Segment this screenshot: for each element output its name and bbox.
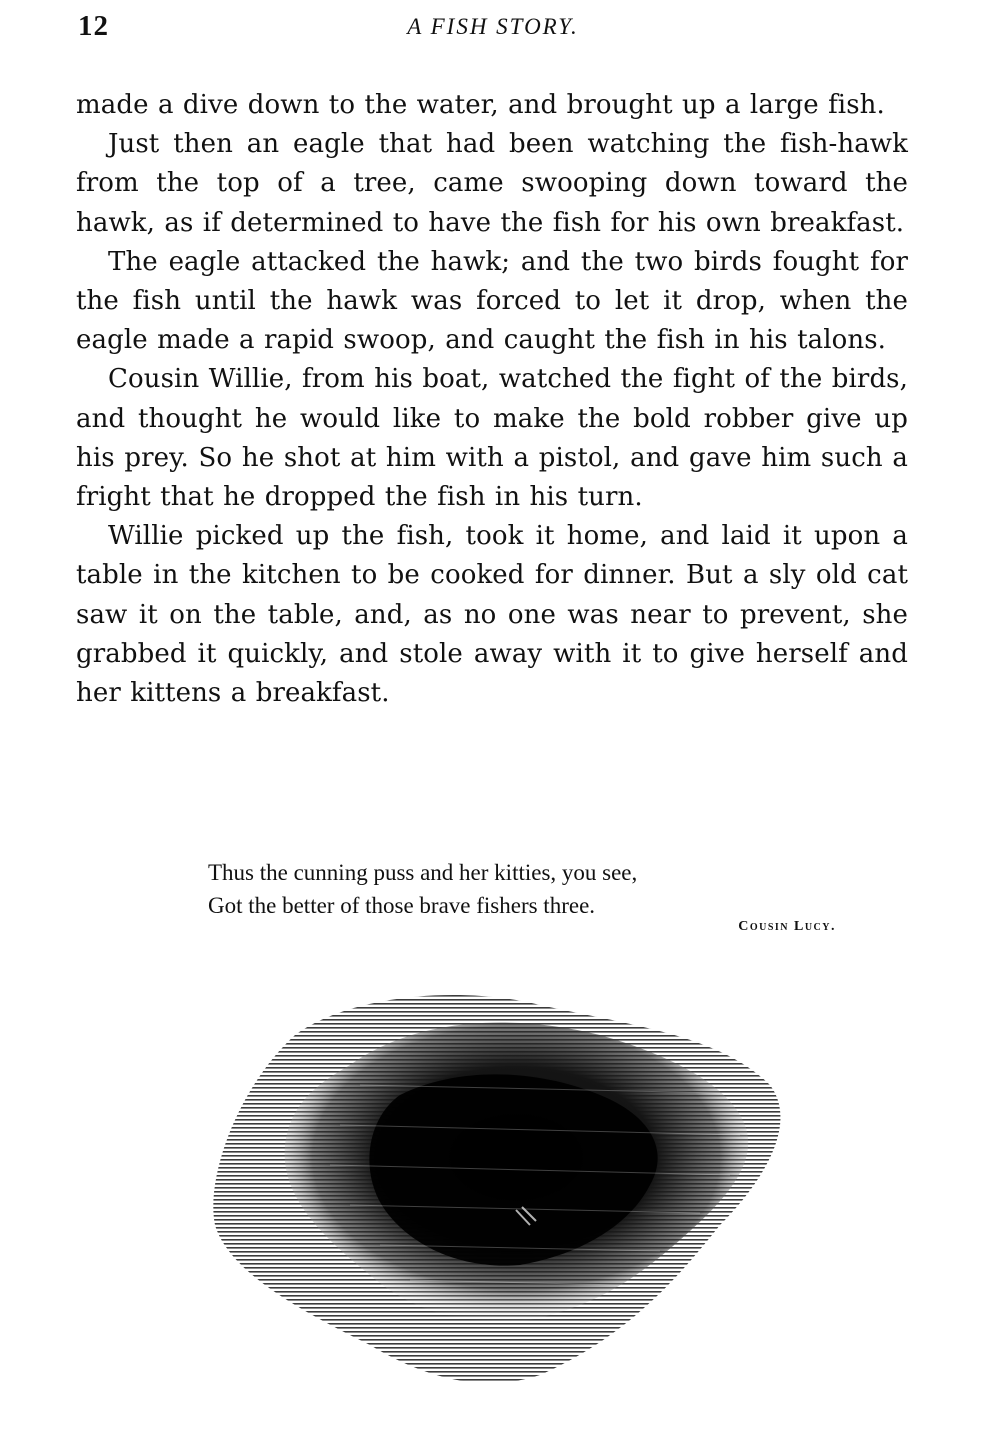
story-text — [76, 86, 908, 713]
paragraph: The eagle attacked the hawk; and the two birds fought for the fish until the hawk was forced to let it drop, when the eagle made a rapid swoop, and caught the fish in his talons. — [76, 246, 908, 356]
author-signature: Cousin Lucy. — [738, 919, 836, 934]
page-number: 12 — [78, 10, 109, 42]
verse-line: Got the better of those brave fishers three. — [208, 893, 596, 918]
paragraph: Willie picked up the fish, took it home, and laid it upon a table in the kitchen to be cooked for dinner. But a sly old cat saw it on the table, and, as no one was near to prevent, she grabbed it quickly, and stole away with it to give herself and her kittens a breakfast. — [76, 521, 908, 709]
paragraph: Just then an eagle that had been watching the fish-hawk from the top of a tree, came swooping down toward the hawk, as if determined to have the fish for his own breakfast. — [76, 129, 908, 238]
verse-line: Thus the cunning puss and her kitties, you see, — [208, 860, 638, 885]
running-title: A FISH STORY. — [407, 14, 579, 39]
paragraph: made a dive down to the water, and brought up a large fish. — [76, 90, 885, 120]
closing-verse — [208, 856, 848, 922]
paragraph: Cousin Willie, from his boat, watched the fight of the birds, and thought he would like to make the bold robber give up his prey. So he shot at him with a pistol, and gave him such a fright that he dropped the fish in his turn. — [76, 364, 908, 513]
page-header — [78, 10, 908, 50]
engraved-vignette-illustration — [200, 975, 810, 1395]
